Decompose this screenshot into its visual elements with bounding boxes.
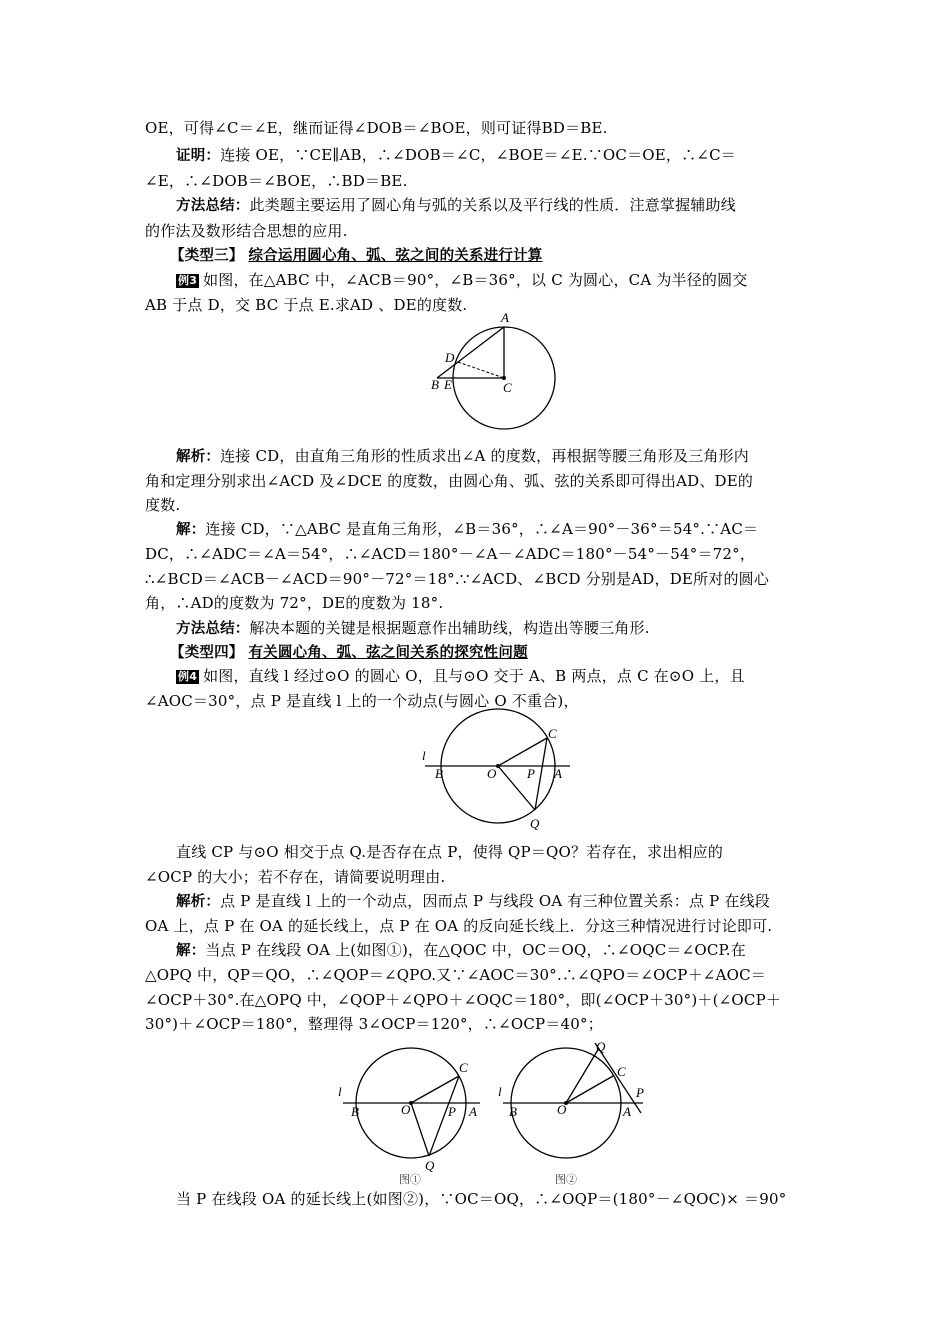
figure-case-2 bbox=[495, 1038, 655, 1188]
label-l: l bbox=[422, 748, 426, 763]
text-line-2: 证明：连接 OE，∵CE∥AB，∴∠DOB＝∠C，∠BOE＝∠E.∵OC＝OE，∴∠C＝ bbox=[176, 146, 736, 164]
label-a: A bbox=[501, 310, 509, 325]
figure-circle-line bbox=[420, 708, 580, 843]
label-e: E bbox=[444, 377, 452, 392]
solution3-line-3: ∴∠BCD＝∠ACB－∠ACD＝90°－72°＝18°.∵∠ACD、∠BCD 分别是AD，DE所对的圆心 bbox=[145, 570, 770, 588]
text-line-3: ∠E，∴∠DOB＝∠BOE，∴BD＝BE. bbox=[145, 172, 408, 190]
label-q: Q bbox=[425, 1158, 435, 1173]
example-badge: 例3 bbox=[178, 274, 198, 287]
label-a: A bbox=[554, 766, 562, 781]
label-p: P bbox=[527, 766, 535, 781]
text-line-4: 方法总结：此类题主要运用了圆心角与弧的关系以及平行线的性质．注意掌握辅助线 bbox=[176, 196, 736, 214]
label-b: B bbox=[431, 377, 439, 392]
figure-triangle-circle bbox=[425, 305, 565, 435]
solution4-line-3: ∠OCP＋30°.在△OPQ 中，∠QOP＋∠QPO＋∠OQC＝180°，即(∠OCP＋30°)＋(∠OCP＋ bbox=[145, 991, 782, 1009]
label-o: O bbox=[401, 1102, 411, 1117]
analysis4-line-2: OA 上，点 P 在 OA 的延长线上，点 P 在 OA 的反向延长线上．分这三种情况进行讨论即可. bbox=[145, 917, 773, 935]
figure-case-1 bbox=[335, 1038, 495, 1188]
section-heading-type4: 【类型四】 有关圆心角、弧、弦之间关系的探究性问题 bbox=[170, 645, 528, 661]
label-p: P bbox=[636, 1085, 644, 1100]
analysis3-line-1: 解析：连接 CD，由直角三角形的性质求出∠A 的度数，再根据等腰三角形及三角形内 bbox=[176, 447, 749, 465]
solution3-line-2: DC，∴∠ADC＝∠A＝54°，∴∠ACD＝180°－∠A－∠ADC＝180°－54°－54°＝72°， bbox=[145, 545, 756, 563]
solution4-line-5: 当 P 在线段 OA 的延长线上(如图②)，∵OC＝OQ，∴∠OQP＝(180°－∠QOC)× ＝90° bbox=[176, 1190, 787, 1208]
example4-line-3: 直线 CP 与⊙O 相交于点 Q.是否存在点 P，使得 QP＝QO？若存在，求出相应的 bbox=[176, 843, 724, 861]
example3-line-1: 例3 如图，在△ABC 中，∠ACB＝90°，∠B＝36°，以 C 为圆心，CA 为半径的圆交 bbox=[178, 271, 748, 289]
example3-line-2: AB 于点 D，交 BC 于点 E.求AD 、DE的度数. bbox=[145, 296, 468, 314]
solution4-line-4: 30°)＋∠OCP＝180°，整理得 3∠OCP＝120°，∴∠OCP＝40°； bbox=[145, 1015, 603, 1033]
section-heading-type3: 【类型三】 综合运用圆心角、弧、弦之间的关系进行计算 bbox=[170, 248, 543, 264]
solution3-line-4: 角，∴AD的度数为 72°，DE的度数为 18°. bbox=[145, 594, 444, 612]
label-q: Q bbox=[530, 816, 540, 831]
analysis3-line-3: 度数. bbox=[145, 496, 181, 514]
solution3-line-1: 解：连接 CD，∵△ABC 是直角三角形，∠B＝36°，∴∠A＝90°－36°＝54°.∵AC＝ bbox=[176, 520, 759, 538]
label-c: C bbox=[459, 1060, 468, 1075]
caption-fig-2: 图② bbox=[555, 1174, 577, 1186]
caption-fig-1: 图① bbox=[399, 1174, 421, 1186]
label-l: l bbox=[338, 1084, 342, 1099]
label-p: P bbox=[448, 1104, 456, 1119]
solution4-line-1: 解：当点 P 在线段 OA 上(如图①)，在△QOC 中，OC＝OQ，∴∠OQC＝∠OCP.在 bbox=[176, 941, 746, 959]
label-b: B bbox=[435, 766, 443, 781]
example4-line-4: ∠OCP 的大小；若不存在，请简要说明理由. bbox=[145, 868, 446, 886]
label-a: A bbox=[469, 1104, 477, 1119]
label-c: C bbox=[548, 726, 557, 741]
example4-line-2: ∠AOC＝30°，点 P 是直线 l 上的一个动点(与圆心 O 不重合)， bbox=[145, 692, 579, 710]
label-a: A bbox=[623, 1104, 631, 1119]
text-line-1: OE，可得∠C＝∠E，继而证得∠DOB＝∠BOE，则可证得BD＝BE. bbox=[145, 119, 608, 137]
label-c: C bbox=[617, 1064, 626, 1079]
example4-line-1: 例4 如图，直线 l 经过⊙O 的圆心 O，且与⊙O 交于 A、B 两点，点 C 在⊙O 上，且 bbox=[178, 667, 745, 685]
text-line-5: 的作法及数形结合思想的应用. bbox=[145, 222, 348, 240]
analysis4-line-1: 解析：点 P 是直线 l 上的一个动点，因而点 P 与线段 OA 有三种位置关系：点 P 在线段 bbox=[176, 892, 770, 910]
label-b: B bbox=[509, 1104, 517, 1119]
analysis3-line-2: 角和定理分别求出∠ACD 及∠DCE 的度数，由圆心角、弧、弦的关系即可得出AD、DE的 bbox=[145, 472, 754, 490]
label-l: l bbox=[498, 1084, 502, 1099]
solution4-line-2: △OPQ 中，QP＝QO，∴∠QOP＝∠QPO.又∵∠AOC＝30°.∴∠QPO＝∠OCP＋∠AOC＝ bbox=[145, 966, 766, 984]
label-b: B bbox=[351, 1104, 359, 1119]
label-q: Q bbox=[596, 1039, 606, 1054]
label-o: O bbox=[487, 766, 497, 781]
label-o: O bbox=[557, 1102, 567, 1117]
summary3-line: 方法总结：解决本题的关键是根据题意作出辅助线，构造出等腰三角形. bbox=[176, 619, 650, 637]
example-badge: 例4 bbox=[178, 670, 198, 683]
label-d: D bbox=[445, 350, 455, 365]
label-c: C bbox=[503, 380, 512, 395]
